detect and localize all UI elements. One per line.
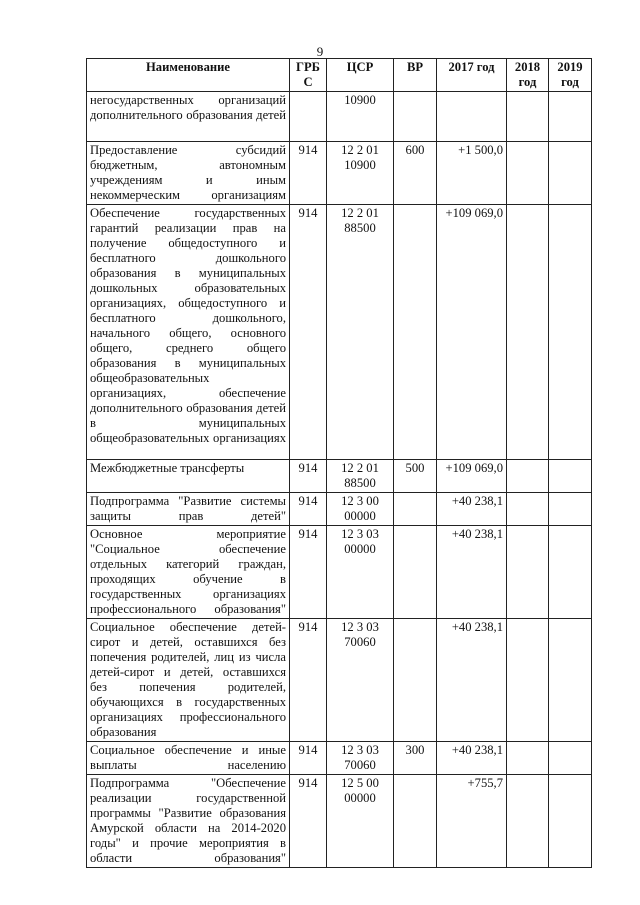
row-csr: 12 3 03 00000 (327, 526, 394, 619)
row-name: Подпрограмма "Обеспечение реализации государственной программы "Развитие образования Амурской области на 2014-2020 годы" и прочие мероприятия в области образования" (87, 775, 290, 868)
row-grbs (290, 92, 327, 142)
row-2018 (507, 142, 549, 205)
table-row (87, 775, 592, 868)
header-vr: ВР (394, 59, 437, 92)
header-name: Наименование (87, 59, 290, 92)
row-name: Подпрограмма "Развитие системы защиты прав детей" (87, 493, 290, 526)
table-row (87, 526, 592, 619)
header-grbs: ГРБ С (290, 59, 327, 92)
table-row (87, 460, 592, 493)
row-csr: 12 3 00 00000 (327, 493, 394, 526)
row-2018 (507, 619, 549, 742)
row-grbs: 914 (290, 493, 327, 526)
row-grbs: 914 (290, 619, 327, 742)
row-vr (394, 775, 437, 868)
row-2018 (507, 775, 549, 868)
row-2018 (507, 92, 549, 142)
budget-table (86, 58, 592, 868)
row-2017: +40 238,1 (437, 526, 507, 619)
row-2019 (549, 775, 592, 868)
row-csr: 12 2 01 88500 (327, 205, 394, 460)
row-2019 (549, 142, 592, 205)
table-row (87, 619, 592, 742)
row-grbs: 914 (290, 142, 327, 205)
header-2019: 2019 год (549, 59, 592, 92)
row-2017: +109 069,0 (437, 460, 507, 493)
row-2019 (549, 619, 592, 742)
row-2018 (507, 526, 549, 619)
row-2017: +40 238,1 (437, 742, 507, 775)
row-vr (394, 526, 437, 619)
row-2017: +1 500,0 (437, 142, 507, 205)
row-vr: 500 (394, 460, 437, 493)
row-vr (394, 205, 437, 460)
row-grbs: 914 (290, 742, 327, 775)
table-row (87, 142, 592, 205)
table-header-row (87, 59, 592, 92)
row-2017: +40 238,1 (437, 619, 507, 742)
row-2018 (507, 460, 549, 493)
row-2019 (549, 742, 592, 775)
row-csr: 12 3 03 70060 (327, 742, 394, 775)
row-grbs: 914 (290, 775, 327, 868)
row-2017: +40 238,1 (437, 493, 507, 526)
row-2018 (507, 742, 549, 775)
header-csr: ЦСР (327, 59, 394, 92)
row-csr: 10900 (327, 92, 394, 142)
table-row (87, 742, 592, 775)
row-2019 (549, 526, 592, 619)
row-2017 (437, 92, 507, 142)
row-csr: 12 3 03 70060 (327, 619, 394, 742)
row-vr: 300 (394, 742, 437, 775)
row-csr: 12 5 00 00000 (327, 775, 394, 868)
page-number: 9 (316, 44, 324, 59)
row-2019 (549, 493, 592, 526)
row-vr (394, 92, 437, 142)
row-2018 (507, 205, 549, 460)
row-csr: 12 2 01 88500 (327, 460, 394, 493)
row-grbs: 914 (290, 205, 327, 460)
row-name: Межбюджетные трансферты (87, 460, 290, 493)
table-row (87, 493, 592, 526)
row-name: Основное мероприятие "Социальное обеспечение отдельных категорий граждан, проходящих обучение в государственных организациях профессионального образования" (87, 526, 290, 619)
row-2019 (549, 205, 592, 460)
row-grbs: 914 (290, 526, 327, 619)
row-2017: +109 069,0 (437, 205, 507, 460)
table-row (87, 92, 592, 142)
row-name: Социальное обеспечение детей-сирот и детей, оставшихся без попечения родителей, лиц из числа детей-сирот и детей, оставшихся без попечения родителей, обучающихся в государственных организациях профессионального образования (87, 619, 290, 742)
row-vr (394, 619, 437, 742)
row-vr (394, 493, 437, 526)
row-2018 (507, 493, 549, 526)
row-vr: 600 (394, 142, 437, 205)
row-grbs: 914 (290, 460, 327, 493)
header-2018: 2018 год (507, 59, 549, 92)
row-name: Предоставление субсидий бюджетным, автономным учреждениям и иным некоммерческим организациям (87, 142, 290, 205)
row-name: Обеспечение государственных гарантий реализации прав на получение общедоступного и бесплатного дошкольного образования в муниципальных дошкольных образовательных организациях, общедоступного и бесплатного дошкольного, начального общего, основного общего, среднего общего образования в муниципальных общеобразовательных организациях, обеспечение дополнительного образования детей в муниципальных общеобразовательных организациях (87, 205, 290, 460)
row-2019 (549, 92, 592, 142)
header-2017: 2017 год (437, 59, 507, 92)
row-csr: 12 2 01 10900 (327, 142, 394, 205)
row-name: Социальное обеспечение и иные выплаты населению (87, 742, 290, 775)
table-row (87, 205, 592, 460)
row-2017: +755,7 (437, 775, 507, 868)
row-2019 (549, 460, 592, 493)
row-name: негосударственных организаций дополнительного образования детей (87, 92, 290, 142)
